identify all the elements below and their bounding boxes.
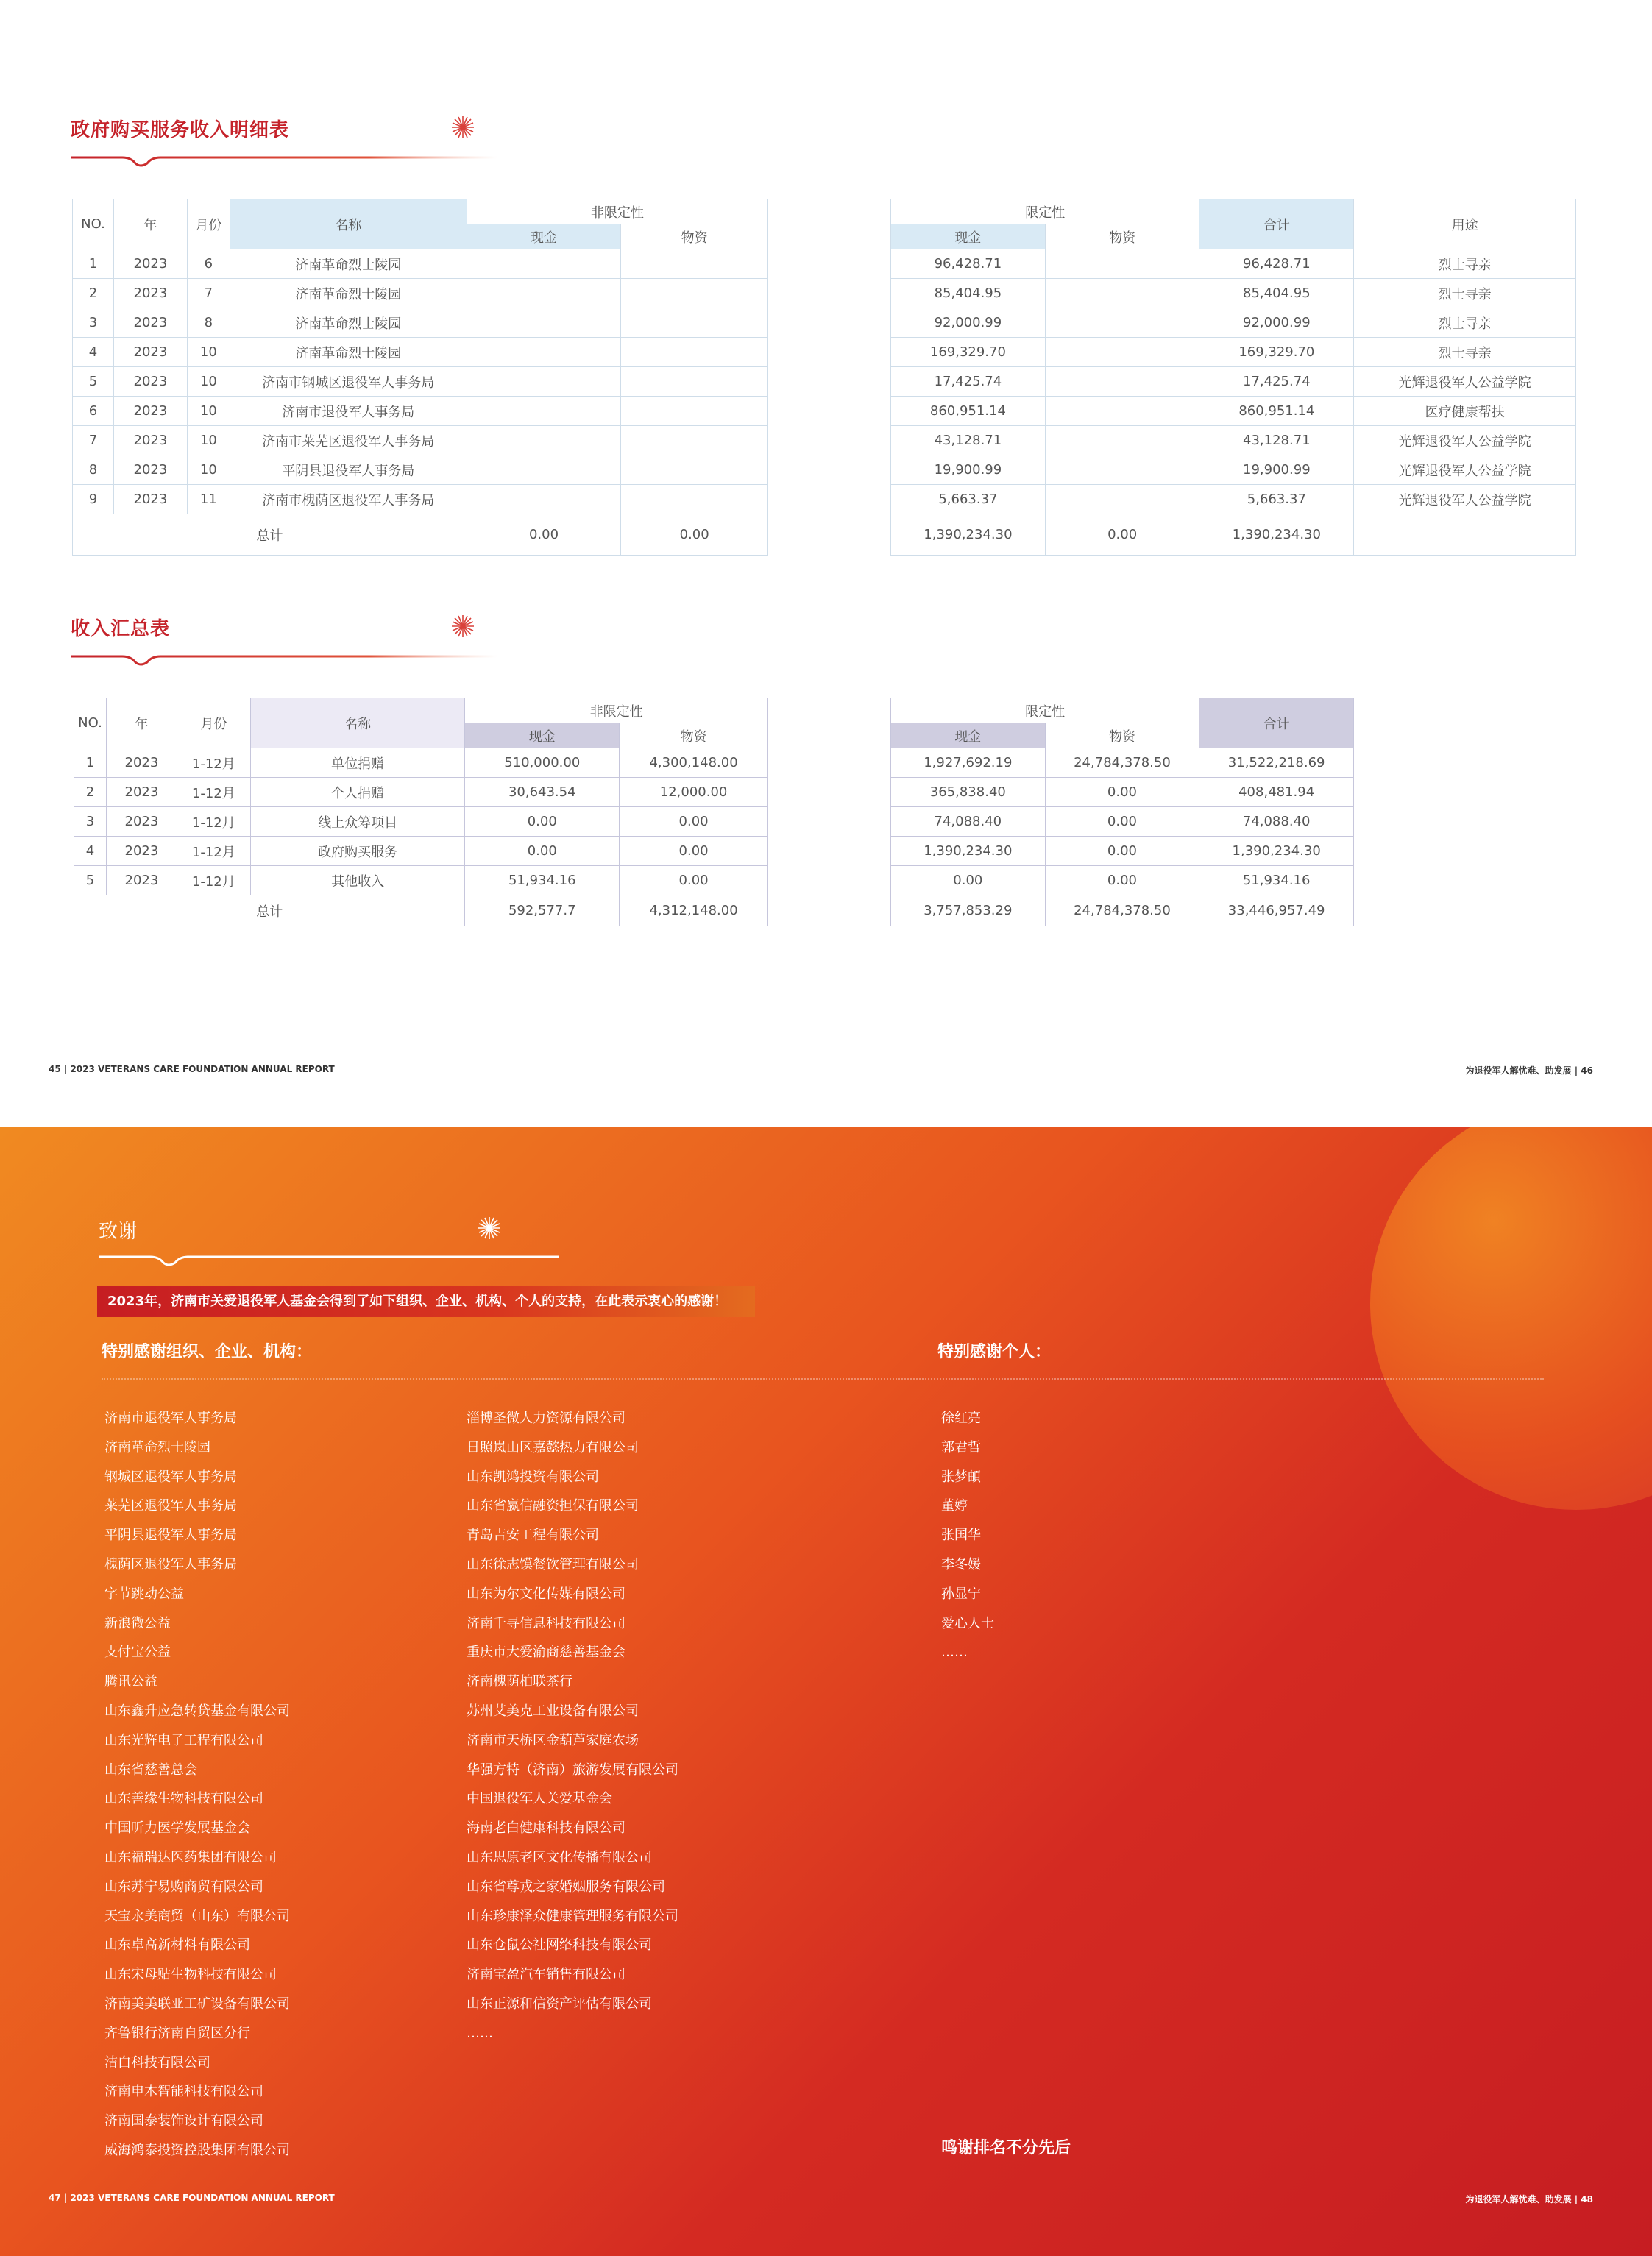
- income-summary-table-left: [74, 698, 768, 926]
- cell-restricted-goods: [1045, 249, 1199, 279]
- cell-total: 169,329.70: [1199, 338, 1354, 367]
- cell-purpose: 烈士寻亲: [1354, 308, 1576, 338]
- header-no: NO.: [73, 199, 114, 249]
- table-row: [891, 338, 1576, 367]
- cell-restricted-cash: 0.00: [891, 866, 1046, 895]
- cell-restricted-goods: 0.00: [1045, 837, 1199, 866]
- org-item: 济南千寻信息科技有限公司: [467, 1615, 625, 1631]
- table-row: [74, 807, 768, 837]
- org-item: 腾讯公益: [104, 1674, 157, 1690]
- table-row: [891, 748, 1354, 778]
- cell-total: 85,404.95: [1199, 279, 1354, 308]
- cell-unrestricted-goods: 0.00: [620, 866, 768, 895]
- divider: [102, 1378, 1544, 1380]
- header-unrestricted: 非限定性: [467, 199, 767, 224]
- cell-total: 43,128.71: [1199, 426, 1354, 455]
- org-item: 山东正源和信资产评估有限公司: [467, 1996, 652, 2012]
- cell-month: 8: [187, 308, 230, 338]
- report-page-top: [0, 0, 1652, 1127]
- cell-year: 2023: [113, 338, 187, 367]
- cell-unrestricted-goods: 0.00: [620, 837, 768, 866]
- cell-no: 2: [73, 279, 114, 308]
- table-row: [891, 367, 1576, 397]
- cell-year: 2023: [106, 837, 177, 866]
- footer-left: 45 | 2023 VETERANS CARE FOUNDATION ANNUAL REPORT: [49, 1064, 335, 1074]
- cell-restricted-cash: 365,838.40: [891, 778, 1046, 807]
- cell-month: 1-12月: [177, 778, 250, 807]
- sunburst-icon: [450, 614, 475, 639]
- cell-no: 4: [74, 837, 107, 866]
- org-item: 中国听力医学发展基金会: [104, 1820, 250, 1837]
- cell-name: 平阴县退役军人事务局: [230, 455, 467, 485]
- org-item: 平阴县退役军人事务局: [104, 1528, 237, 1544]
- person-item: 徐红亮: [941, 1411, 981, 1426]
- org-item: 淄博圣微人力资源有限公司: [467, 1411, 625, 1426]
- org-item: 山东光辉电子工程有限公司: [104, 1732, 263, 1748]
- heading-underline: [71, 650, 497, 668]
- cell-month: 10: [187, 397, 230, 426]
- cell-no: 6: [73, 397, 114, 426]
- total-sum: 33,446,957.49: [1199, 895, 1354, 926]
- header-year: 年: [113, 199, 187, 249]
- footer-left: 47 | 2023 VETERANS CARE FOUNDATION ANNUAL REPORT: [49, 2193, 335, 2203]
- table-row: [73, 485, 768, 514]
- cell-unrestricted-goods: [621, 249, 768, 279]
- header-goods: 物资: [621, 224, 768, 249]
- org-item: 济南槐荫柏联茶行: [467, 1674, 572, 1690]
- decorative-sun-circle: [1370, 1127, 1652, 1510]
- header-cash: 现金: [891, 723, 1046, 748]
- cell-unrestricted-goods: [621, 279, 768, 308]
- cell-no: 2: [74, 778, 107, 807]
- total-unrestricted-goods: 0.00: [621, 514, 768, 556]
- cell-restricted-cash: 74,088.40: [891, 807, 1046, 837]
- header-goods: 物资: [620, 723, 768, 748]
- total-label: 总计: [74, 895, 465, 926]
- cell-restricted-cash: 92,000.99: [891, 308, 1046, 338]
- table-row: [73, 279, 768, 308]
- table-row: [74, 778, 768, 807]
- org-item: 山东珍康泽众健康管理服务有限公司: [467, 1908, 678, 1924]
- total-purpose: [1354, 514, 1576, 556]
- ranking-note: 鸣谢排名不分先后: [941, 2139, 1071, 2157]
- cell-name: 济南革命烈士陵园: [230, 308, 467, 338]
- total-restricted-cash: 3,757,853.29: [891, 895, 1046, 926]
- cell-no: 7: [73, 426, 114, 455]
- cell-unrestricted-goods: [621, 426, 768, 455]
- total-unrestricted-cash: 592,577.7: [465, 895, 620, 926]
- cell-unrestricted-cash: [467, 308, 621, 338]
- cell-unrestricted-goods: 4,300,148.00: [620, 748, 768, 778]
- total-unrestricted-goods: 4,312,148.00: [620, 895, 768, 926]
- cell-unrestricted-cash: [467, 367, 621, 397]
- cell-purpose: 医疗健康帮扶: [1354, 397, 1576, 426]
- org-item: 山东宋母贴生物科技有限公司: [104, 1967, 277, 1983]
- footer-right: 为退役军人解忧难、助发展 | 46: [1465, 1065, 1593, 1076]
- org-item: 新浪微公益: [104, 1615, 171, 1631]
- total-restricted-goods: 0.00: [1045, 514, 1199, 556]
- person-item: 李冬媛: [941, 1556, 981, 1572]
- table-row: [73, 308, 768, 338]
- person-item: 郭君哲: [941, 1439, 981, 1455]
- cell-restricted-cash: 5,663.37: [891, 485, 1046, 514]
- cell-month: 10: [187, 367, 230, 397]
- total-sum: 1,390,234.30: [1199, 514, 1354, 556]
- total-label: 总计: [73, 514, 467, 556]
- cell-year: 2023: [113, 279, 187, 308]
- org-list-column-1: [104, 1404, 290, 2165]
- header-cash: 现金: [465, 723, 620, 748]
- table-row: [891, 778, 1354, 807]
- cell-name: 济南革命烈士陵园: [230, 338, 467, 367]
- cell-month: 11: [187, 485, 230, 514]
- cell-restricted-goods: [1045, 338, 1199, 367]
- cell-no: 3: [73, 308, 114, 338]
- cell-unrestricted-cash: [467, 249, 621, 279]
- cell-month: 1-12月: [177, 837, 250, 866]
- cell-year: 2023: [113, 485, 187, 514]
- org-item: 济南市天桥区金葫芦家庭农场: [467, 1732, 639, 1748]
- cell-unrestricted-cash: 51,934.16: [465, 866, 620, 895]
- cell-name: 个人捐赠: [250, 778, 465, 807]
- table-row: [73, 338, 768, 367]
- org-item: 钢城区退役军人事务局: [104, 1469, 237, 1485]
- org-item: 华强方特（济南）旅游发展有限公司: [467, 1762, 678, 1778]
- org-item: 重庆市大爱渝商慈善基金会: [467, 1645, 625, 1661]
- cell-restricted-goods: [1045, 279, 1199, 308]
- cell-restricted-goods: [1045, 426, 1199, 455]
- cell-no: 5: [74, 866, 107, 895]
- header-goods: 物资: [1045, 723, 1199, 748]
- org-item: ……: [467, 2025, 493, 2041]
- org-list-column-2: [467, 1404, 678, 2049]
- org-item: 日照岚山区嘉懿热力有限公司: [467, 1439, 639, 1455]
- cell-month: 7: [187, 279, 230, 308]
- total-restricted-cash: 1,390,234.30: [891, 514, 1046, 556]
- cell-year: 2023: [106, 778, 177, 807]
- cell-unrestricted-goods: [621, 397, 768, 426]
- total-unrestricted-cash: 0.00: [467, 514, 621, 556]
- cell-year: 2023: [113, 426, 187, 455]
- cell-name: 济南市退役军人事务局: [230, 397, 467, 426]
- org-item: 青岛吉安工程有限公司: [467, 1528, 599, 1544]
- cell-unrestricted-cash: 510,000.00: [465, 748, 620, 778]
- cell-month: 10: [187, 426, 230, 455]
- cell-unrestricted-cash: 30,643.54: [465, 778, 620, 807]
- table-row: [73, 397, 768, 426]
- cell-no: 9: [73, 485, 114, 514]
- cell-unrestricted-goods: [621, 455, 768, 485]
- table-row: [891, 426, 1576, 455]
- table-row: [891, 308, 1576, 338]
- header-restricted: 限定性: [891, 698, 1199, 723]
- header-month: 月份: [177, 698, 250, 748]
- cell-total: 17,425.74: [1199, 367, 1354, 397]
- table-row: [891, 807, 1354, 837]
- cell-name: 线上众筹项目: [250, 807, 465, 837]
- cell-purpose: 光辉退役军人公益学院: [1354, 455, 1576, 485]
- org-item: 济南市退役军人事务局: [104, 1411, 237, 1426]
- cell-purpose: 光辉退役军人公益学院: [1354, 367, 1576, 397]
- person-item: ……: [941, 1645, 968, 1661]
- org-item: 苏州艾美克工业设备有限公司: [467, 1703, 639, 1719]
- person-item: 张梦頔: [941, 1469, 981, 1485]
- table-row: [891, 837, 1354, 866]
- section-title-gov-services: 政府购买服务收入明细表: [71, 119, 290, 141]
- org-item: 济南美美联亚工矿设备有限公司: [104, 1996, 290, 2012]
- cell-no: 3: [74, 807, 107, 837]
- cell-restricted-cash: 1,927,692.19: [891, 748, 1046, 778]
- cell-name: 济南革命烈士陵园: [230, 279, 467, 308]
- cell-purpose: 烈士寻亲: [1354, 279, 1576, 308]
- table-row: [73, 426, 768, 455]
- cell-month: 1-12月: [177, 866, 250, 895]
- cell-unrestricted-cash: 0.00: [465, 837, 620, 866]
- table-row: [891, 279, 1576, 308]
- org-item: 山东省尊戎之家婚姻服务有限公司: [467, 1879, 665, 1895]
- cell-unrestricted-cash: [467, 397, 621, 426]
- cell-restricted-goods: 24,784,378.50: [1045, 748, 1199, 778]
- cell-total: 51,934.16: [1199, 866, 1354, 895]
- person-item: 爱心人士: [941, 1615, 994, 1631]
- income-summary-table-right: [890, 698, 1354, 926]
- cell-name: 济南革命烈士陵园: [230, 249, 467, 279]
- sunburst-icon: [477, 1216, 502, 1241]
- org-item: 山东凯鸿投资有限公司: [467, 1469, 599, 1485]
- table-row: [74, 866, 768, 895]
- header-name: 名称: [230, 199, 467, 249]
- header-cash: 现金: [467, 224, 621, 249]
- person-list: [941, 1404, 994, 1667]
- cell-restricted-cash: 860,951.14: [891, 397, 1046, 426]
- org-item: 山东思原老区文化传播有限公司: [467, 1849, 652, 1865]
- org-item: 山东善缘生物科技有限公司: [104, 1791, 263, 1807]
- cell-restricted-goods: 0.00: [1045, 807, 1199, 837]
- header-total: 合计: [1199, 199, 1354, 249]
- cell-restricted-cash: 85,404.95: [891, 279, 1046, 308]
- cell-restricted-cash: 96,428.71: [891, 249, 1046, 279]
- cell-restricted-goods: 0.00: [1045, 778, 1199, 807]
- cell-unrestricted-goods: 0.00: [620, 807, 768, 837]
- cell-unrestricted-goods: [621, 338, 768, 367]
- cell-unrestricted-cash: [467, 455, 621, 485]
- person-heading: 特别感谢个人：: [937, 1343, 1052, 1361]
- cell-name: 其他收入: [250, 866, 465, 895]
- person-item: 董婷: [941, 1498, 968, 1514]
- table-row: [891, 249, 1576, 279]
- cell-month: 1-12月: [177, 807, 250, 837]
- cell-purpose: 光辉退役军人公益学院: [1354, 485, 1576, 514]
- cell-unrestricted-cash: [467, 426, 621, 455]
- cell-restricted-goods: 0.00: [1045, 866, 1199, 895]
- table-row: [73, 249, 768, 279]
- cell-year: 2023: [106, 748, 177, 778]
- cell-restricted-cash: 17,425.74: [891, 367, 1046, 397]
- cell-unrestricted-cash: [467, 338, 621, 367]
- gov-services-table-left: [72, 199, 768, 556]
- thanks-title: 致谢: [99, 1221, 138, 1243]
- cell-total: 1,390,234.30: [1199, 837, 1354, 866]
- cell-total: 5,663.37: [1199, 485, 1354, 514]
- org-item: 莱芜区退役军人事务局: [104, 1498, 237, 1514]
- cell-restricted-goods: [1045, 367, 1199, 397]
- cell-name: 单位捐赠: [250, 748, 465, 778]
- cell-month: 6: [187, 249, 230, 279]
- cell-purpose: 烈士寻亲: [1354, 249, 1576, 279]
- table-row: [74, 837, 768, 866]
- org-item: 威海鸿泰投资控股集团有限公司: [104, 2142, 290, 2158]
- cell-month: 10: [187, 455, 230, 485]
- table-row: [891, 397, 1576, 426]
- cell-restricted-cash: 169,329.70: [891, 338, 1046, 367]
- table-row: [73, 367, 768, 397]
- org-item: 山东徐志馍餐饮管理有限公司: [467, 1556, 639, 1572]
- cell-year: 2023: [113, 455, 187, 485]
- header-restricted: 限定性: [891, 199, 1199, 224]
- org-item: 山东省嬴信融资担保有限公司: [467, 1498, 639, 1514]
- cell-restricted-goods: [1045, 455, 1199, 485]
- cell-month: 1-12月: [177, 748, 250, 778]
- heading-underline: [99, 1251, 559, 1269]
- org-item: 济南革命烈士陵园: [104, 1439, 210, 1455]
- org-item: 槐荫区退役军人事务局: [104, 1556, 237, 1572]
- org-heading: 特别感谢组织、企业、机构：: [102, 1343, 313, 1361]
- org-item: 洁白科技有限公司: [104, 2054, 210, 2071]
- section-title-income-summary: 收入汇总表: [71, 618, 171, 640]
- cell-restricted-cash: 1,390,234.30: [891, 837, 1046, 866]
- cell-unrestricted-goods: [621, 485, 768, 514]
- header-goods: 物资: [1045, 224, 1199, 249]
- org-item: 齐鲁银行济南自贸区分行: [104, 2025, 250, 2041]
- cell-restricted-goods: [1045, 397, 1199, 426]
- org-item: 山东鑫升应急转贷基金有限公司: [104, 1703, 290, 1719]
- org-item: 山东仓鼠公社网络科技有限公司: [467, 1937, 652, 1954]
- cell-purpose: 烈士寻亲: [1354, 338, 1576, 367]
- cell-restricted-goods: [1045, 308, 1199, 338]
- org-item: 山东省慈善总会: [104, 1762, 197, 1778]
- thanks-banner: 2023年，济南市关爱退役军人基金会得到了如下组织、企业、机构、个人的支持，在此表示衷心的感谢！: [97, 1286, 755, 1317]
- total-restricted-goods: 24,784,378.50: [1045, 895, 1199, 926]
- table-row: [891, 485, 1576, 514]
- cell-total: 74,088.40: [1199, 807, 1354, 837]
- cell-no: 1: [74, 748, 107, 778]
- cell-name: 政府购买服务: [250, 837, 465, 866]
- header-unrestricted: 非限定性: [465, 698, 768, 723]
- cell-year: 2023: [113, 308, 187, 338]
- header-purpose: 用途: [1354, 199, 1576, 249]
- header-no: NO.: [74, 698, 107, 748]
- cell-total: 19,900.99: [1199, 455, 1354, 485]
- cell-total: 408,481.94: [1199, 778, 1354, 807]
- org-item: 山东为尔文化传媒有限公司: [467, 1586, 625, 1602]
- cell-total: 92,000.99: [1199, 308, 1354, 338]
- person-item: 孙显宁: [941, 1586, 981, 1602]
- table-row: [891, 455, 1576, 485]
- org-item: 济南国泰装饰设计有限公司: [104, 2113, 263, 2129]
- header-name: 名称: [250, 698, 465, 748]
- cell-name: 济南市槐荫区退役军人事务局: [230, 485, 467, 514]
- cell-unrestricted-cash: [467, 279, 621, 308]
- org-item: 济南宝盈汽车销售有限公司: [467, 1967, 625, 1983]
- cell-unrestricted-goods: 12,000.00: [620, 778, 768, 807]
- cell-no: 5: [73, 367, 114, 397]
- gov-services-table-right: [890, 199, 1576, 556]
- cell-total: 96,428.71: [1199, 249, 1354, 279]
- cell-total: 860,951.14: [1199, 397, 1354, 426]
- cell-unrestricted-goods: [621, 367, 768, 397]
- table-row: [73, 455, 768, 485]
- org-item: 中国退役军人关爱基金会: [467, 1791, 612, 1807]
- org-item: 天宝永美商贸（山东）有限公司: [104, 1908, 290, 1924]
- cell-unrestricted-cash: [467, 485, 621, 514]
- org-item: 字节跳动公益: [104, 1586, 184, 1602]
- cell-restricted-cash: 19,900.99: [891, 455, 1046, 485]
- cell-restricted-cash: 43,128.71: [891, 426, 1046, 455]
- sunburst-icon: [450, 115, 475, 140]
- cell-no: 4: [73, 338, 114, 367]
- heading-underline: [71, 152, 497, 169]
- cell-year: 2023: [113, 367, 187, 397]
- person-item: 张国华: [941, 1528, 981, 1544]
- org-item: 济南申木智能科技有限公司: [104, 2084, 263, 2100]
- org-item: 支付宝公益: [104, 1645, 171, 1661]
- org-item: 山东福瑞达医药集团有限公司: [104, 1849, 277, 1865]
- cell-month: 10: [187, 338, 230, 367]
- cell-name: 济南市莱芜区退役军人事务局: [230, 426, 467, 455]
- cell-year: 2023: [106, 866, 177, 895]
- table-row: [74, 748, 768, 778]
- cell-year: 2023: [113, 249, 187, 279]
- header-year: 年: [106, 698, 177, 748]
- cell-name: 济南市钢城区退役军人事务局: [230, 367, 467, 397]
- cell-unrestricted-goods: [621, 308, 768, 338]
- org-item: 山东卓高新材料有限公司: [104, 1937, 250, 1954]
- header-month: 月份: [187, 199, 230, 249]
- cell-no: 1: [73, 249, 114, 279]
- cell-restricted-goods: [1045, 485, 1199, 514]
- cell-purpose: 光辉退役军人公益学院: [1354, 426, 1576, 455]
- cell-year: 2023: [113, 397, 187, 426]
- header-cash: 现金: [891, 224, 1046, 249]
- cell-total: 31,522,218.69: [1199, 748, 1354, 778]
- org-item: 山东苏宁易购商贸有限公司: [104, 1879, 263, 1895]
- cell-no: 8: [73, 455, 114, 485]
- footer-right: 为退役军人解忧难、助发展 | 48: [1465, 2194, 1593, 2204]
- cell-year: 2023: [106, 807, 177, 837]
- table-row: [891, 866, 1354, 895]
- cell-unrestricted-cash: 0.00: [465, 807, 620, 837]
- header-total: 合计: [1199, 698, 1354, 748]
- org-item: 海南老白健康科技有限公司: [467, 1820, 625, 1837]
